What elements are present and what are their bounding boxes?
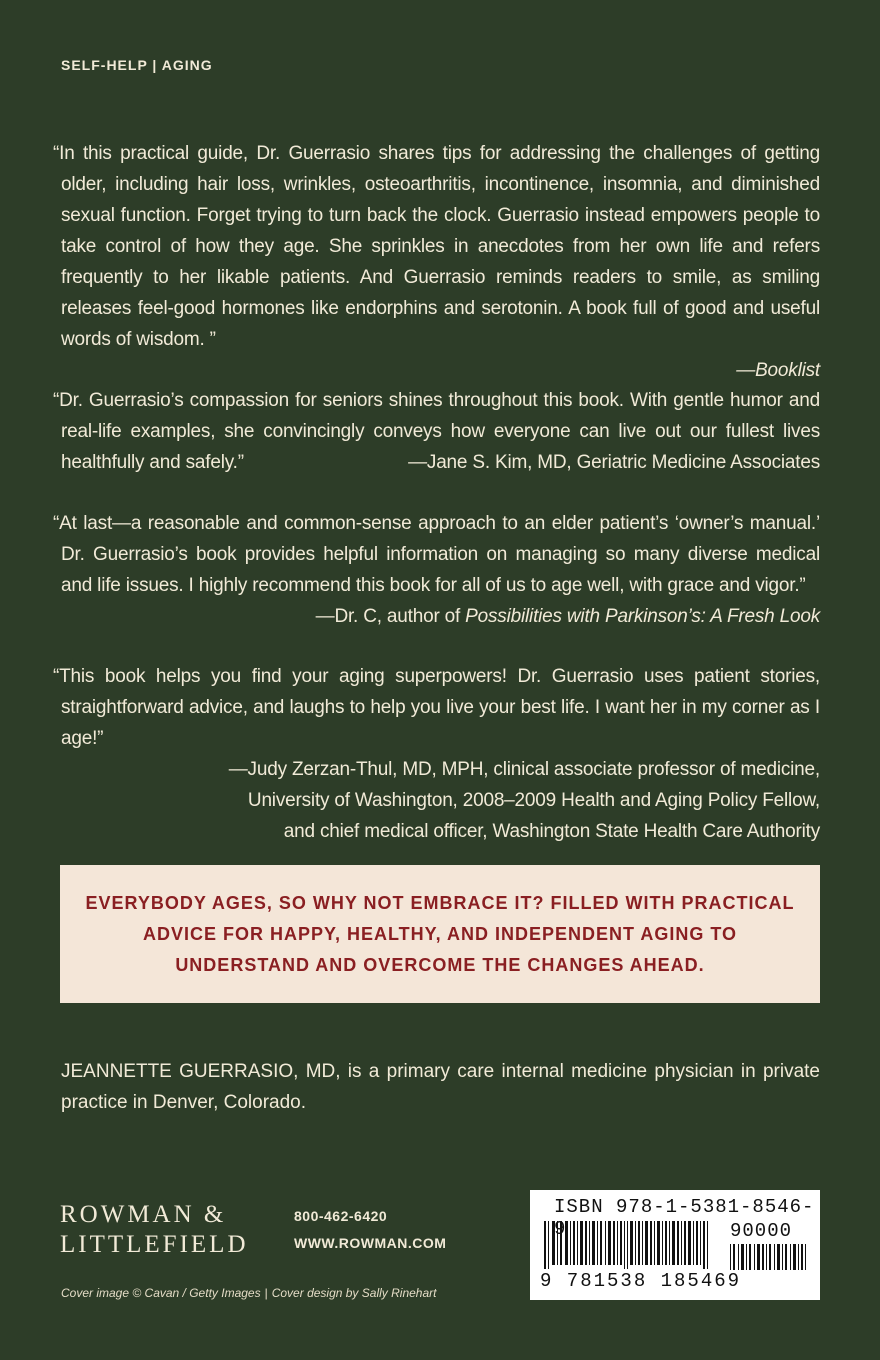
blurb-attribution: —Booklist [736, 360, 820, 381]
blurb-booklist [53, 138, 820, 386]
publisher-contact [294, 1203, 446, 1257]
blurb-attribution: —Jane S. Kim, MD, Geriatric Medicine Associates [408, 452, 820, 473]
publisher-logo [60, 1200, 249, 1260]
image-credit: Cover image © Cavan / Getty Images [61, 1286, 261, 1300]
author-bio: JEANNETTE GUERRASIO, MD, is a primary care internal medicine physician in private practice in Denver, Colorado. [61, 1061, 820, 1113]
blurb-text: “Dr. Guerrasio’s compassion for seniors shines throughout this book. With gentle humor and real-life examples, she convincingly conveys how everyone can live out our fullest lives healthfully and safely.” [53, 390, 820, 473]
design-credit: Cover design by Sally Rinehart [271, 1286, 437, 1300]
blurb-dr-c [53, 508, 820, 632]
blurb-text: “This book helps you find your aging superpowers! Dr. Guerrasio uses patient stories, straightforward advice, and laughs to help you live your best life. I want her in my corner as I age!” [53, 666, 820, 749]
credit-separator: | [264, 1286, 268, 1300]
blurb-attribution-line: —Judy Zerzan-Thul, MD, MPH, clinical associate professor of medicine, [228, 759, 820, 780]
barcode-icon [544, 1221, 714, 1269]
blurb-text: “At last—a reasonable and common-sense approach to an elder patient’s ‘owner’s manual.’ Dr. Guerrasio’s book provides helpful information on managing so many diverse medical and life issues. I highly recommend this book for all of us to age well, with grace and vigor.” [53, 513, 820, 596]
barcode-number: 9 781538 185469 [540, 1270, 742, 1292]
blurb-text: “In this practical guide, Dr. Guerrasio shares tips for addressing the challenges of getting older, including hair loss, wrinkles, osteoarthritis, incontinence, insomnia, and diminished sexual function. Forget trying to turn back the clock. Guerrasio instead empowers people to take control of how they age. She sprinkles in anecdotes from her own life and refers frequently to her likable patients. And Guerrasio reminds readers to smile, as smiling releases feel-good hormones like endorphins and serotonin. A book full of good and useful words of wisdom. ” [53, 143, 820, 350]
cover-credits [61, 1286, 436, 1300]
isbn-text: ISBN 978-1-5381-8546- [554, 1196, 815, 1218]
publisher-line2: LITTLEFIELD [60, 1231, 249, 1258]
publisher-phone: 800-462-6420 [294, 1208, 388, 1224]
price-code: 90000 [730, 1220, 793, 1242]
publisher-website[interactable]: WWW.ROWMAN.COM [294, 1235, 447, 1251]
promo-box [60, 865, 820, 1003]
blurb-attribution-line: and chief medical officer, Washington State Health Care Authority [283, 821, 820, 842]
addon-barcode-icon [730, 1244, 810, 1270]
isbn-barcode [530, 1190, 820, 1300]
blurb-attribution-line: University of Washington, 2008–2009 Health and Aging Policy Fellow, [247, 790, 820, 811]
category-label: SELF-HELP | AGING [61, 57, 213, 73]
blurb-attribution: —Dr. C, author of Possibilities with Parkinson’s: A Fresh Look [315, 606, 820, 627]
blurb-kim [53, 385, 820, 478]
blurb-zerzan-thul [53, 661, 820, 847]
publisher-line1: ROWMAN & [60, 1201, 227, 1228]
promo-text: EVERYBODY AGES, SO WHY NOT EMBRACE IT? FILLED WITH PRACTICAL ADVICE FOR HAPPY, HEALTHY, AND INDEPENDENT AGING TO UNDERSTAND AND OVERCOME THE CHANGES AHEAD. [85, 892, 795, 975]
